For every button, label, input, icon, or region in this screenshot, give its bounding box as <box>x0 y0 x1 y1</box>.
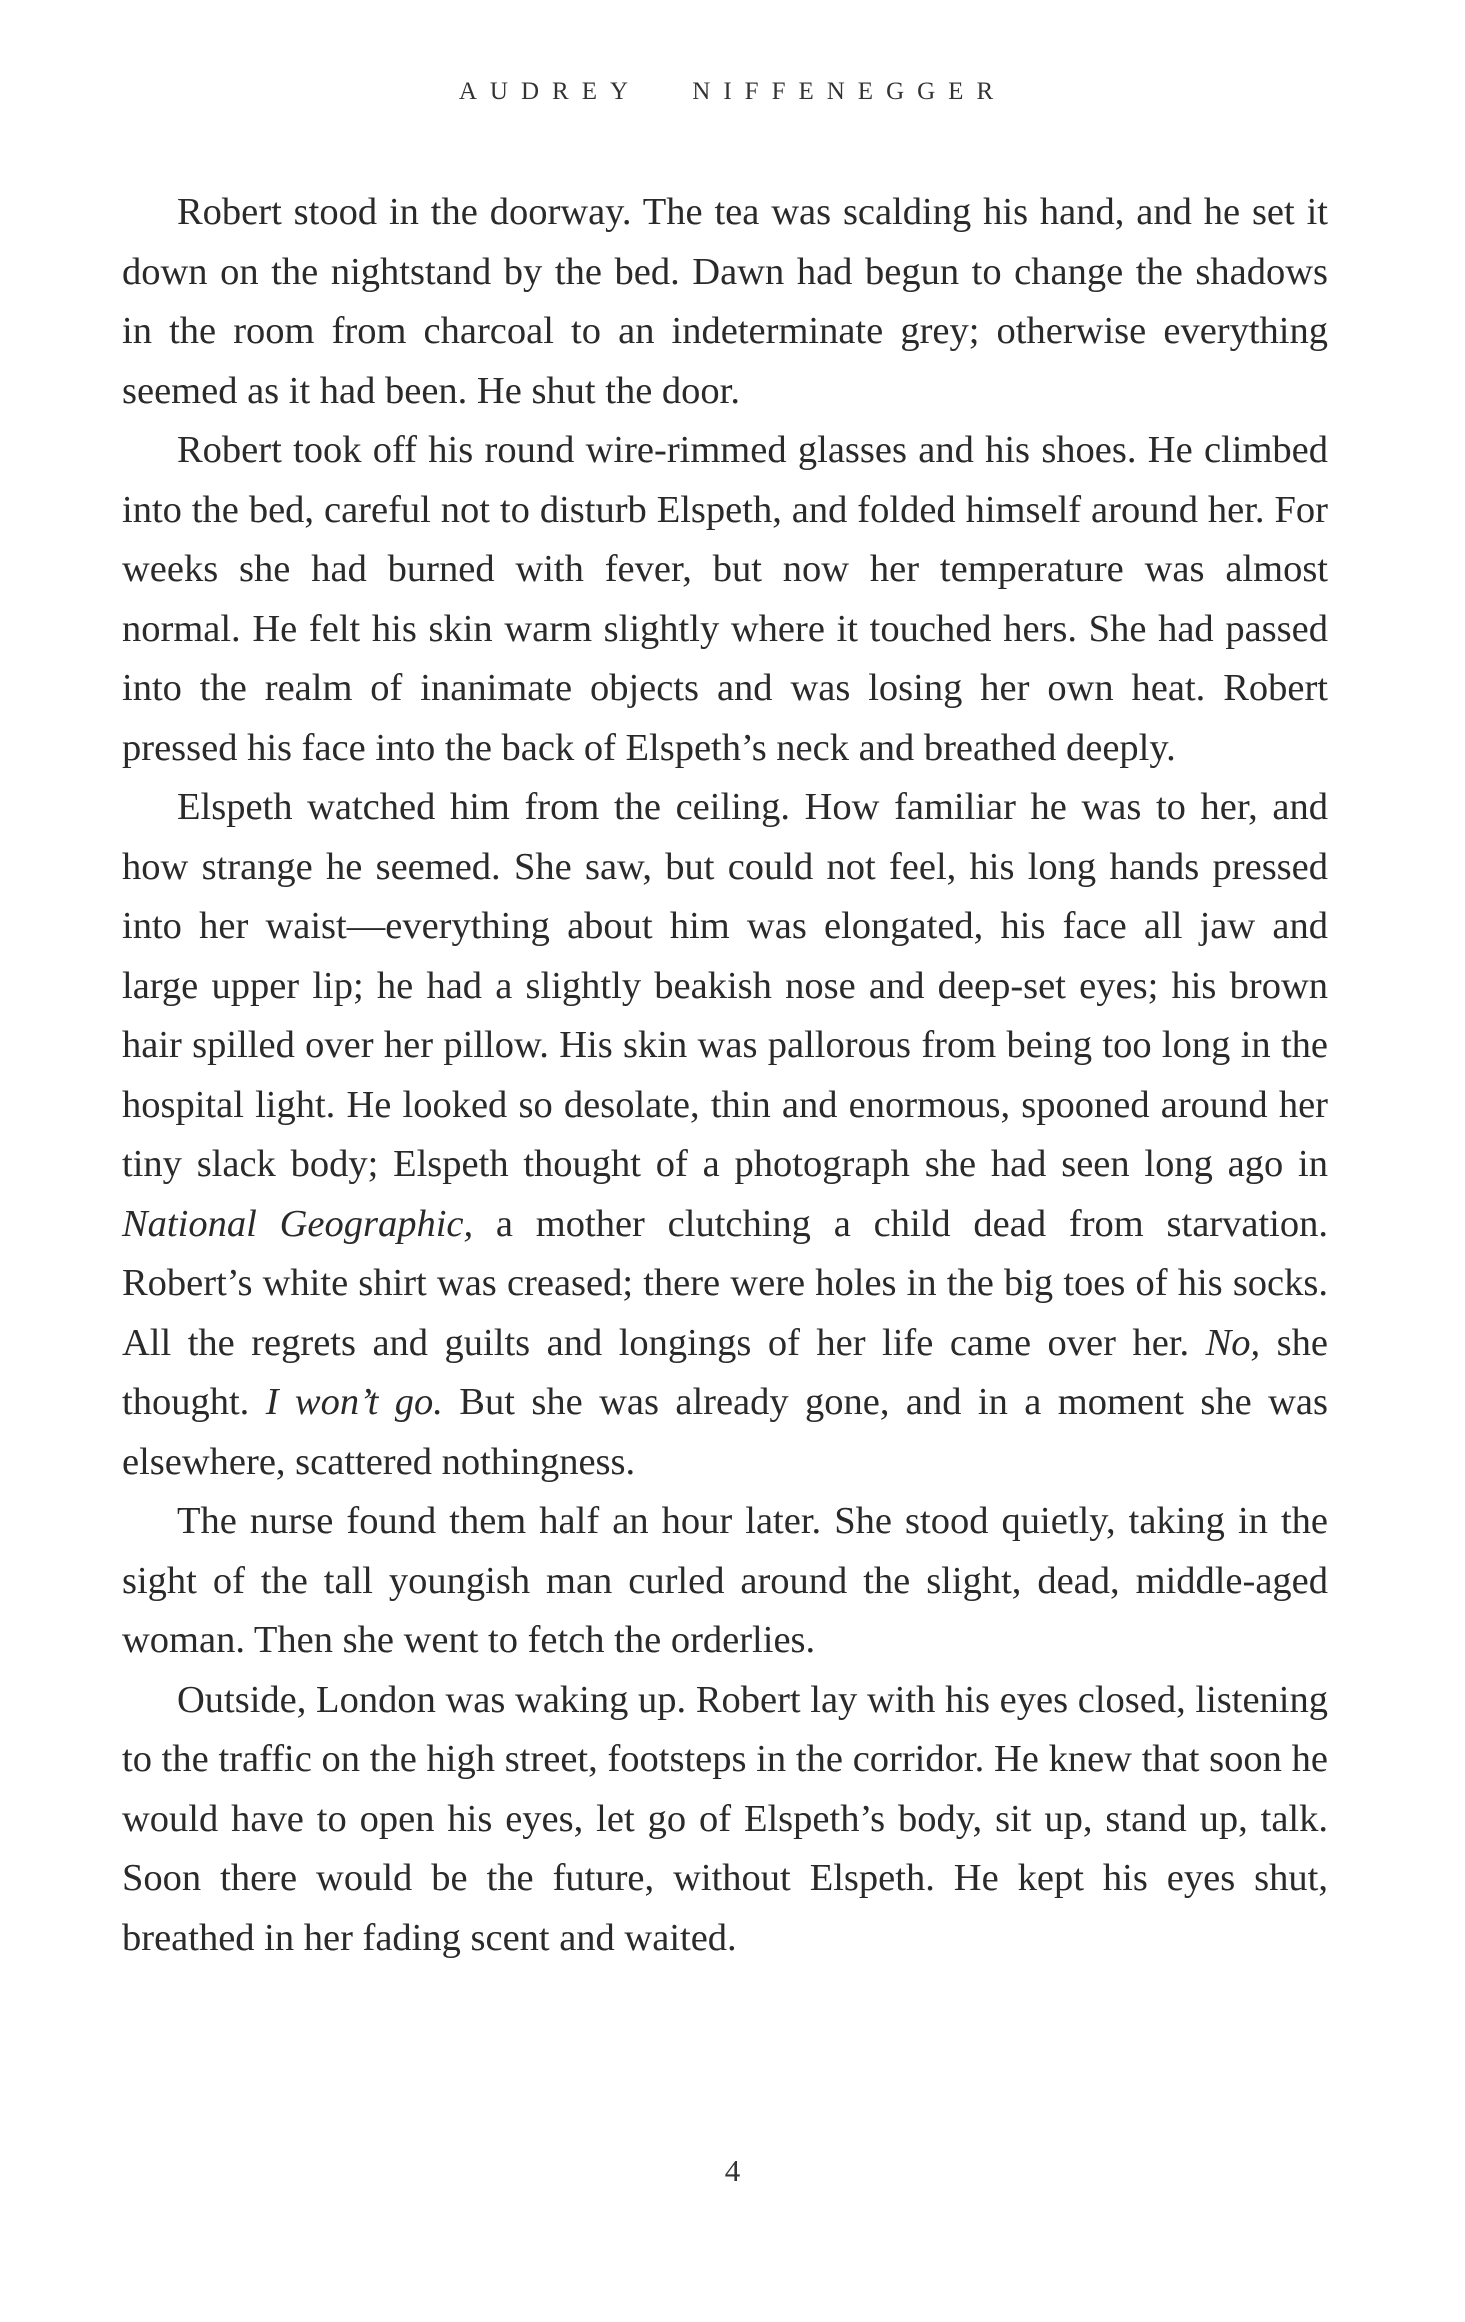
paragraph-4: The nurse found them half an hour later. She stood quietly, taking in the sight of the tall youngish man curled around the slight, dead, middle-aged woman. Then she went to fetch the orderlies. <box>122 1500 1328 1661</box>
paragraph-3-part-2: a mother clutching a child dead from starvation. Robert’s white shirt was creased; there were holes in the big toes of his socks. All the regrets and guilts and longings of her life came over her. <box>122 1202 1328 1364</box>
page-number: 4 <box>724 2153 741 2188</box>
italic-no: No, <box>1205 1321 1261 1364</box>
italic-i-wont-go: I won’t go. <box>265 1381 443 1423</box>
paragraph-3-part-3: she thought. <box>122 1321 1328 1423</box>
paragraph-1: Robert stood in the doorway. The tea was scalding his hand, and he set it down on the nightstand by the bed. Dawn had begun to change the shadows in the room from charcoal to an indeterminate grey; otherwise everything seemed as it had been. He shut the door. <box>122 191 1328 412</box>
paragraph-5: Outside, London was waking up. Robert lay with his eyes closed, listening to the traffic on the high street, footsteps in the corridor. He knew that soon he would have to open his eyes, let go of Elspeth’s body, sit up, stand up, talk. Soon there would be the future, without Elspeth. He kept his eyes shut, breathed in her fading scent and waited. <box>122 1678 1328 1959</box>
author-first-name: AUDREY <box>458 78 642 105</box>
author-last-name: NIFFENEGGER <box>692 78 1007 105</box>
running-head <box>0 78 1465 106</box>
paragraph-3-part-4: But she was already gone, and in a moment she was elsewhere, scattered nothingness. <box>122 1381 1328 1483</box>
paragraph-2: Robert took off his round wire-rimmed glasses and his shoes. He climbed into the bed, careful not to disturb Elspeth, and folded himself around her. For weeks she had burned with fever, but now her temperature was almost normal. He felt his skin warm slightly where it touched hers. She had passed into the realm of inanimate objects and was losing her own heat. Robert pressed his face into the back of Elspeth’s neck and breathed deeply. <box>122 429 1328 769</box>
paragraph-3-part-1: Elspeth watched him from the ceiling. How familiar he was to her, and how strange he seemed. She saw, but could not feel, his long hands pressed into her waist—everything about him was elongated, his face all jaw and large upper lip; he had a slightly beakish nose and deep-set eyes; his brown hair spilled over her pillow. His skin was pallorous from being too long in the hospital light. He looked so desolate, thin and enormous, spooned around her tiny slack body; Elspeth thought of a photograph she had seen long ago in <box>122 786 1328 1185</box>
paragraph-3 <box>122 778 1328 1492</box>
italic-magazine-title: National Geographic, <box>122 1202 474 1245</box>
body-text <box>122 183 1328 1968</box>
